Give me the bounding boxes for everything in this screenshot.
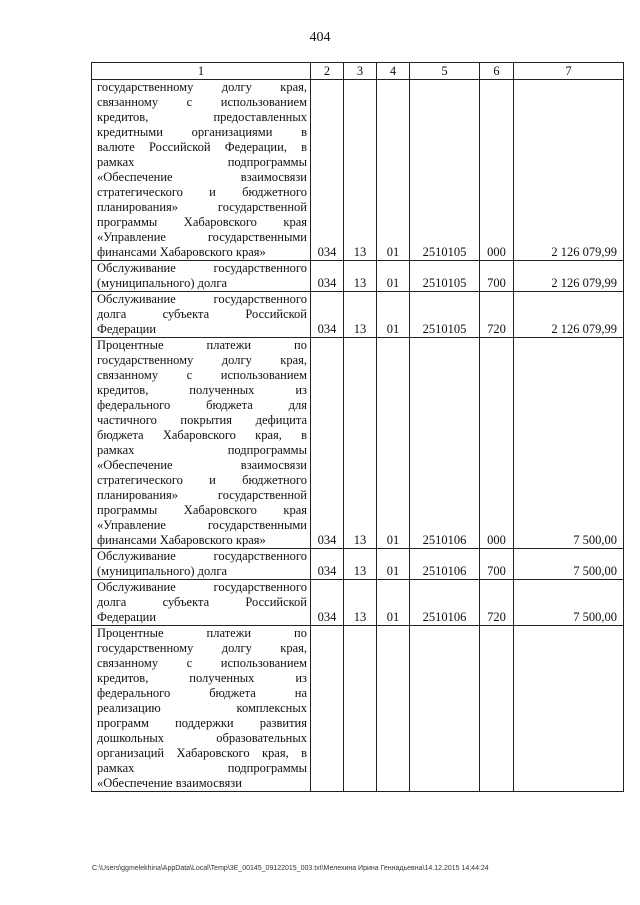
column-header: 5: [410, 63, 480, 80]
description-line: частичного покрытия дефицита: [97, 413, 307, 427]
description-line: стратегического и бюджетного: [97, 185, 307, 199]
description-line: долга субъекта Российской: [97, 595, 307, 609]
table-row: [92, 261, 624, 292]
subsection-code-cell: 01: [377, 261, 410, 292]
description-line: стратегического и бюджетного: [97, 473, 307, 487]
description-line: долга субъекта Российской: [97, 307, 307, 321]
description-line: бюджета Хабаровского края, в: [97, 428, 307, 442]
section-code-cell: 13: [344, 261, 377, 292]
description-line: рамках подпрограммы: [97, 761, 307, 775]
expense-type-cell: [480, 626, 514, 792]
target-article-cell: 2510106: [410, 549, 480, 580]
row-description: [92, 292, 311, 338]
section-code-cell: 13: [344, 338, 377, 549]
description-line: реализацию комплексных: [97, 701, 307, 715]
table-row: [92, 292, 624, 338]
description-line: Обслуживание государственного: [97, 292, 307, 306]
row-description: [92, 549, 311, 580]
amount-cell: 2 126 079,99: [514, 80, 624, 261]
table-header-row: [92, 63, 624, 80]
target-article-cell: [410, 626, 480, 792]
expense-type-cell: 700: [480, 549, 514, 580]
target-article-cell: 2510106: [410, 580, 480, 626]
description-line: Обслуживание государственного: [97, 261, 307, 275]
subsection-code-cell: 01: [377, 549, 410, 580]
ministry-code-cell: 034: [311, 261, 344, 292]
table-row: [92, 338, 624, 549]
description-line: федерального бюджета для: [97, 398, 307, 412]
column-header: 4: [377, 63, 410, 80]
description-line: (муниципального) долга: [97, 276, 228, 290]
description-line: рамках подпрограммы: [97, 443, 307, 457]
description-line: государственному долгу края,: [97, 641, 307, 655]
description-line: кредитов, полученных из: [97, 671, 307, 685]
target-article-cell: 2510105: [410, 80, 480, 261]
description-line: программы Хабаровского края: [97, 503, 307, 517]
amount-cell: 7 500,00: [514, 338, 624, 549]
ministry-code-cell: 034: [311, 338, 344, 549]
section-code-cell: [344, 626, 377, 792]
table-row: [92, 626, 624, 792]
description-line: дошкольных образовательных: [97, 731, 307, 745]
ministry-code-cell: 034: [311, 580, 344, 626]
table-row: [92, 549, 624, 580]
amount-cell: 7 500,00: [514, 549, 624, 580]
description-line: Процентные платежи по: [97, 626, 307, 640]
column-header: 7: [514, 63, 624, 80]
description-line: валюте Российской Федерации, в: [97, 140, 307, 154]
ministry-code-cell: [311, 626, 344, 792]
expense-type-cell: 000: [480, 338, 514, 549]
description-line: «Обеспечение взаимосвязи: [97, 458, 307, 472]
column-header: 1: [92, 63, 311, 80]
expense-type-cell: 720: [480, 292, 514, 338]
description-line: государственному долгу края,: [97, 80, 307, 94]
subsection-code-cell: 01: [377, 580, 410, 626]
row-description: [92, 80, 311, 261]
section-code-cell: 13: [344, 292, 377, 338]
table-row: [92, 80, 624, 261]
description-line: Обслуживание государственного: [97, 549, 307, 563]
amount-cell: [514, 626, 624, 792]
amount-cell: 7 500,00: [514, 580, 624, 626]
description-line: связанному с использованием: [97, 656, 307, 670]
description-line: «Обеспечение взаимосвязи: [97, 170, 307, 184]
column-header: 6: [480, 63, 514, 80]
description-line: Федерации: [97, 322, 157, 336]
subsection-code-cell: 01: [377, 292, 410, 338]
row-description: [92, 338, 311, 549]
section-code-cell: 13: [344, 80, 377, 261]
ministry-code-cell: 034: [311, 549, 344, 580]
description-line: кредитными организациями в: [97, 125, 307, 139]
description-line: связанному с использованием: [97, 95, 307, 109]
description-line: Обслуживание государственного: [97, 580, 307, 594]
description-line: государственному долгу края,: [97, 353, 307, 367]
description-line: программы Хабаровского края: [97, 215, 307, 229]
expense-type-cell: 720: [480, 580, 514, 626]
description-line: планирования» государственной: [97, 488, 307, 502]
table-row: [92, 580, 624, 626]
description-line: «Управление государственными: [97, 518, 307, 532]
description-line: организаций Хабаровского края, в: [97, 746, 307, 760]
target-article-cell: 2510106: [410, 338, 480, 549]
file-path-footer: C:\Users\ggmelekhina\AppData\Local\Temp\3E_00145_09122015_003.txt\Мелехина Ирина Геннадьевна\14.12.2015 14:44:24: [92, 865, 489, 872]
description-line: Процентные платежи по: [97, 338, 307, 352]
row-description: [92, 261, 311, 292]
row-description: [92, 580, 311, 626]
expense-type-cell: 000: [480, 80, 514, 261]
target-article-cell: 2510105: [410, 292, 480, 338]
description-line: федерального бюджета на: [97, 686, 307, 700]
description-line: «Обеспечение взаимосвязи: [97, 776, 242, 790]
expense-type-cell: 700: [480, 261, 514, 292]
page-number: 404: [309, 30, 331, 45]
description-line: финансами Хабаровского края»: [97, 533, 266, 547]
description-line: программ поддержки развития: [97, 716, 307, 730]
subsection-code-cell: [377, 626, 410, 792]
target-article-cell: 2510105: [410, 261, 480, 292]
description-line: кредитов, предоставленных: [97, 110, 307, 124]
budget-table: [91, 62, 624, 792]
amount-cell: 2 126 079,99: [514, 261, 624, 292]
section-code-cell: 13: [344, 549, 377, 580]
description-line: кредитов, полученных из: [97, 383, 307, 397]
ministry-code-cell: 034: [311, 292, 344, 338]
column-header: 2: [311, 63, 344, 80]
description-line: «Управление государственными: [97, 230, 307, 244]
row-description: [92, 626, 311, 792]
section-code-cell: 13: [344, 580, 377, 626]
subsection-code-cell: 01: [377, 338, 410, 549]
description-line: рамках подпрограммы: [97, 155, 307, 169]
description-line: Федерации: [97, 610, 157, 624]
amount-cell: 2 126 079,99: [514, 292, 624, 338]
description-line: (муниципального) долга: [97, 564, 228, 578]
description-line: планирования» государственной: [97, 200, 307, 214]
column-header: 3: [344, 63, 377, 80]
subsection-code-cell: 01: [377, 80, 410, 261]
ministry-code-cell: 034: [311, 80, 344, 261]
description-line: связанному с использованием: [97, 368, 307, 382]
description-line: финансами Хабаровского края»: [97, 245, 266, 259]
